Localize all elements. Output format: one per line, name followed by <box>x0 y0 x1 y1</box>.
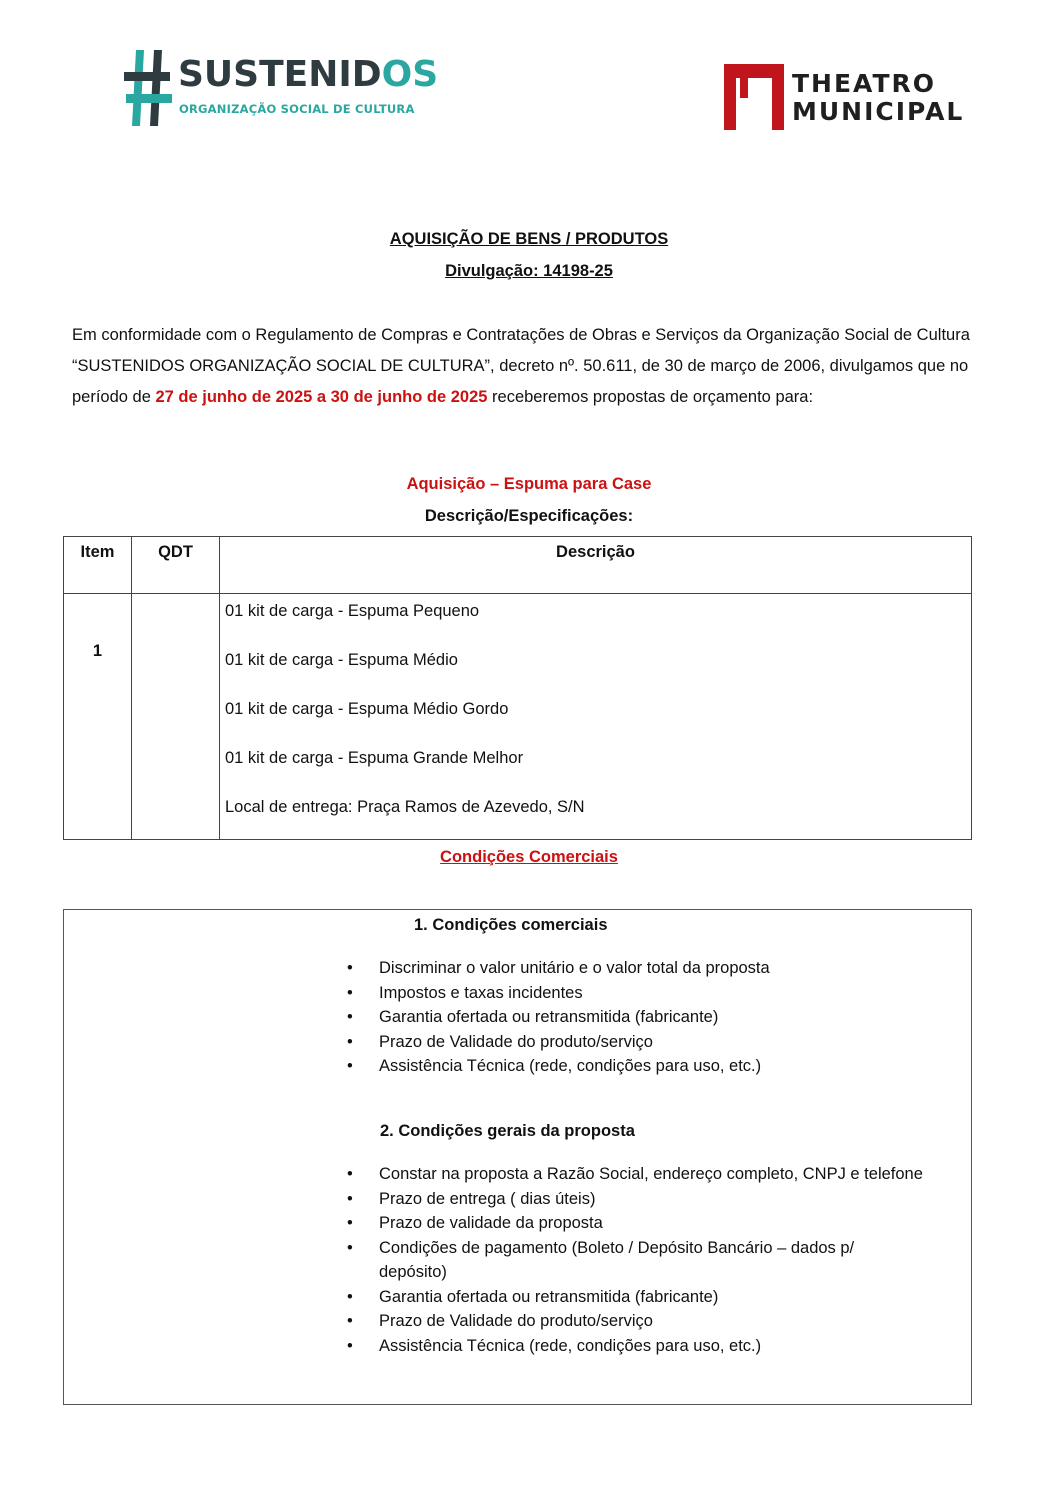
items-table <box>63 536 972 817</box>
divulgacao-number: Divulgação: 14198-25 <box>445 262 613 280</box>
document-title: AQUISIÇÃO DE BENS / PRODUTOS <box>389 230 669 248</box>
header-descricao: Descrição <box>220 537 972 594</box>
acquisition-subtitle: Descrição/Especificações: <box>424 507 634 525</box>
sustenidos-logo <box>124 50 439 130</box>
header-qdt: QDT <box>132 537 220 594</box>
item-description <box>220 594 972 840</box>
bullet-icon: • <box>347 1312 353 1330</box>
theatro-line2: MUNICIPAL <box>792 97 965 126</box>
bullet-icon: • <box>347 1008 353 1026</box>
list-item: • Garantia ofertada ou retransmitida (fabricante) <box>342 1005 962 1030</box>
list-item: • Assistência Técnica (rede, condições para uso, etc.) <box>342 1334 962 1359</box>
bullet-icon: • <box>347 1287 353 1306</box>
conditions-box <box>63 909 972 1405</box>
table-header-row <box>64 537 972 594</box>
section2-list <box>342 1162 962 1358</box>
list-item: • Impostos e taxas incidentes <box>342 981 962 1006</box>
list-item: • Condições de pagamento (Boleto / Depósito Bancário – dados p/ depósito) <box>342 1236 899 1285</box>
theatro-line1: THEATRO <box>792 69 937 98</box>
theatro-wordmark <box>792 70 964 126</box>
description-line: 01 kit de carga - Espuma Grande Melhor <box>225 749 524 767</box>
list-item: • Prazo de Validade do produto/serviço <box>342 1030 962 1055</box>
list-item: • Prazo de entrega ( dias úteis) <box>342 1187 962 1212</box>
bullet-icon: • <box>347 1336 353 1355</box>
intro-text-after: receberemos propostas de orçamento para: <box>487 388 814 406</box>
hashtag-icon <box>124 50 174 126</box>
sustenidos-wordmark: SUSTENIDOS <box>178 54 439 95</box>
list-item: • Garantia ofertada ou retransmitida (fabricante) <box>342 1285 962 1310</box>
description-line: 01 kit de carga - Espuma Médio <box>225 651 458 669</box>
intro-paragraph <box>72 320 992 413</box>
list-item: • Prazo de validade da proposta <box>342 1211 962 1236</box>
list-item: • Assistência Técnica (rede, condições para uso, etc.) <box>342 1054 962 1079</box>
bullet-icon: • <box>347 959 353 977</box>
list-item: • Prazo de Validade do produto/serviço <box>342 1309 962 1334</box>
section2-title: 2. Condições gerais da proposta <box>380 1122 635 1140</box>
item-number: 1 <box>64 594 132 840</box>
list-item: • Constar na proposta a Razão Social, endereço completo, CNPJ e telefone <box>342 1162 962 1187</box>
bullet-icon: • <box>347 1032 353 1051</box>
bullet-icon: • <box>347 983 353 1002</box>
bullet-icon: • <box>347 1189 353 1208</box>
bullet-icon: • <box>347 1214 353 1232</box>
section1-list <box>342 956 962 1079</box>
delivery-location: Local de entrega: Praça Ramos de Azevedo, S/N <box>225 798 585 816</box>
theatro-municipal-logo <box>724 64 974 130</box>
list-item: • Discriminar o valor unitário e o valor total da proposta <box>342 956 962 981</box>
bullet-icon: • <box>347 1238 353 1257</box>
intro-period: 27 de junho de 2025 a 30 de junho de 2025 <box>155 388 488 406</box>
conditions-heading: Condições Comerciais <box>440 848 618 866</box>
header-item: Item <box>64 537 132 594</box>
description-line: 01 kit de carga - Espuma Pequeno <box>225 602 480 620</box>
description-line: 01 kit de carga - Espuma Médio Gordo <box>225 700 509 718</box>
theatro-emblem-icon <box>724 64 784 130</box>
table-row <box>64 594 972 840</box>
acquisition-title: Aquisição – Espuma para Case <box>406 475 652 493</box>
section1-title: 1. Condições comerciais <box>414 916 608 934</box>
item-qdt <box>132 594 220 840</box>
bullet-icon: • <box>347 1165 353 1183</box>
intro-text-before: Em conformidade com o Regulamento de Compras e Contratações de Obras e Serviços da Organização Social de Cultura “SUSTENIDOS ORGANIZAÇÃO SOCIAL DE CULTURA”, decreto nº. 50.611, de 30 de março de 2006, divulgamos que no período de <box>72 326 970 406</box>
bullet-icon: • <box>347 1057 353 1075</box>
sustenidos-tagline: ORGANIZAÇÃO SOCIAL DE CULTURA <box>179 102 415 116</box>
